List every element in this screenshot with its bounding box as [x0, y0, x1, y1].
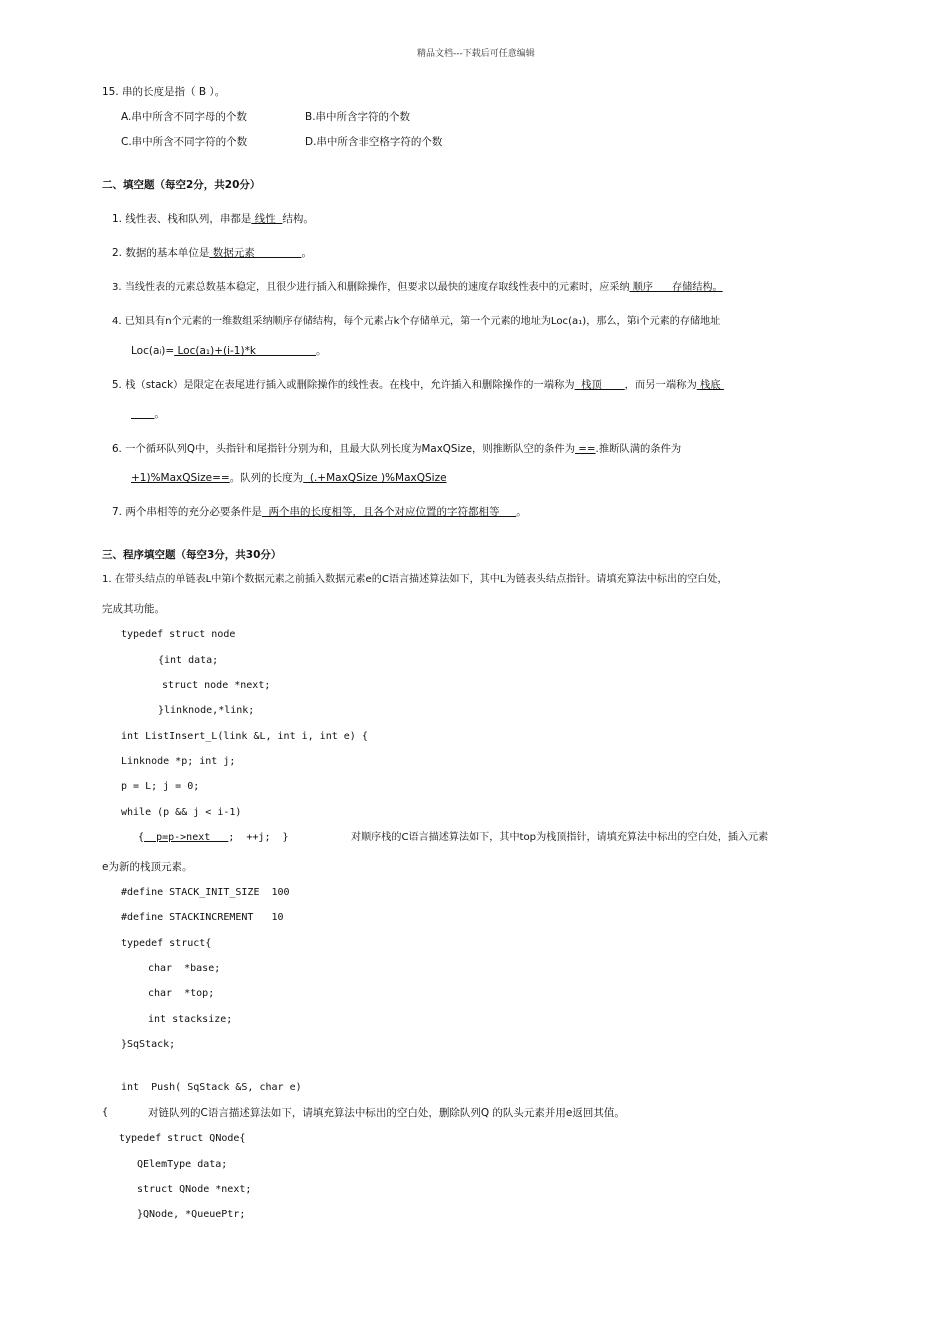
fill-q4-formula: Loc(aᵢ)=	[131, 345, 175, 357]
code-line: char *top;	[148, 988, 215, 999]
q15-stem: 15. 串的长度是指（ B ）。	[102, 86, 226, 98]
fill-q6-mid: .推断队满的条件为	[595, 443, 682, 455]
page-header: 精品文档---下载后可任意编辑	[417, 49, 535, 59]
fill-q1	[112, 212, 314, 226]
fill-q6-answer-length: (.+MaxQSize )%MaxQSize	[303, 472, 447, 484]
fill-q5-answer-top: 栈顶	[574, 379, 625, 391]
prog-heading: 三、程序填空题（每空3分，共30分）	[102, 549, 282, 561]
fill-heading: 二、填空题（每空2分，共20分）	[102, 179, 261, 191]
prog-q2-text: 对顺序栈的C语言描述算法如下，其中top为栈顶指针，请填充算法中标出的空白处，插入元素	[351, 832, 769, 843]
fill-q4-post: 。	[316, 345, 327, 357]
code-line: typedef struct QNode{	[119, 1133, 246, 1144]
code-line: }SqStack;	[121, 1039, 176, 1050]
fill-q1-text: 1. 线性表、栈和队列，串都是	[112, 213, 252, 225]
fill-q4-answer: Loc(a₁)+(i-1)*k	[174, 345, 316, 357]
prog-q1-line2: 完成其功能。	[102, 603, 165, 615]
blank-answer: p=p->next	[144, 832, 229, 843]
code-line: }linknode,*link;	[158, 705, 255, 716]
code-line: struct node *next;	[162, 680, 271, 691]
code-line: p = L; j = 0;	[121, 781, 200, 792]
fill-q5-answer-bottom: 栈底	[696, 379, 724, 391]
code-line: #define STACKINCREMENT 10	[121, 912, 284, 923]
fill-q7-answer: 两个串的长度相等，且各个对应位置的字符都相等	[261, 506, 517, 518]
code-line: typedef struct{	[121, 938, 212, 949]
brace-rest: ; ++j; }	[228, 832, 289, 843]
fill-q7	[112, 505, 527, 519]
fill-q3-answer: 顺序 存储结构。	[629, 282, 723, 293]
code-line: QElemType data;	[137, 1159, 228, 1170]
fill-q7-text: 7. 两个串相等的充分必要条件是	[112, 506, 262, 518]
fill-q4-line1: 4. 已知具有n个元素的一维数组采纳顺序存储结构，每个元素占k个存储单元，第一个元素的地址为Loc(a₁)，那么，第i个元素的存储地址	[112, 316, 721, 327]
code-line: int Push( SqStack &S, char e)	[121, 1082, 302, 1093]
code-line: {int data;	[158, 655, 219, 666]
brace-open: {	[138, 832, 145, 843]
fill-q5-blank	[131, 408, 154, 420]
prog-q1-line1: 1. 在带头结点的单链表L中第i个数据元素之前插入数据元素e的C语言描述算法如下，其中L为链表头结点指针。请填充算法中标出的空白处，	[102, 574, 728, 585]
code-line: Linknode *p; int j;	[121, 756, 236, 767]
fill-q6-mid2: 。队列的长度为	[229, 472, 304, 484]
q15-option-c: C.串中所含不同字符的个数	[121, 136, 248, 148]
fill-q4-line2	[131, 344, 327, 358]
code-line: typedef struct node	[121, 629, 236, 640]
fill-q6-line1	[112, 442, 681, 456]
fill-q6-answer-full: +1)%MaxQSize==	[131, 472, 230, 484]
fill-q6-line2	[131, 471, 447, 485]
fill-q5-post: 。	[154, 408, 165, 420]
fill-q2-answer: 数据元素	[209, 247, 302, 259]
q15-option-d: D.串中所含非空格字符的个数	[305, 136, 443, 148]
fill-q3	[112, 281, 723, 295]
fill-q2	[112, 246, 312, 260]
code-line: struct QNode *next;	[137, 1184, 252, 1195]
fill-q5-line2	[131, 407, 165, 421]
code-line: #define STACK_INIT_SIZE 100	[121, 887, 290, 898]
q15-option-b: B.串中所含字符的个数	[305, 111, 411, 123]
fill-q3-text: 3. 当线性表的元素总数基本稳定，且很少进行插入和删除操作，但要求以最快的速度存取线性表中的元素时，应采纳	[112, 282, 630, 293]
prog-q3-text: 对链队列的C语言描述算法如下，请填充算法中标出的空白处，删除队列Q 的队头元素并用e返回其值。	[148, 1107, 625, 1119]
code-line: while (p && j < i-1)	[121, 807, 242, 818]
code-blank-line	[138, 831, 289, 845]
fill-q1-post: 结构。	[282, 213, 314, 225]
fill-q2-text: 2. 数据的基本单位是	[112, 247, 210, 259]
fill-q7-post: 。	[516, 506, 527, 518]
q3-brace: {	[102, 1107, 109, 1118]
code-line: char *base;	[148, 963, 221, 974]
fill-q5-mid: ，而另一端称为	[624, 379, 697, 391]
prog-q2-line2: e为新的栈顶元素。	[102, 861, 193, 873]
fill-q5-line1	[112, 378, 724, 392]
fill-q2-post: 。	[301, 247, 312, 259]
code-line: int stacksize;	[148, 1014, 233, 1025]
fill-q6-answer-empty: ==	[575, 443, 596, 455]
fill-q5-text: 5. 栈（stack）是限定在表尾进行插入或删除操作的线性表。在栈中，允许插入和删除操作的一端称为	[112, 379, 575, 391]
fill-q6-text: 6. 一个循环队列Q中，头指针和尾指针分别为和，且最大队列长度为MaxQSize，则推断队空的条件为	[112, 443, 576, 455]
q15-option-a: A.串中所含不同字母的个数	[121, 111, 247, 123]
code-line: }QNode, *QueuePtr;	[137, 1209, 246, 1220]
code-line: int ListInsert_L(link &L, int i, int e) {	[121, 731, 368, 742]
fill-q1-answer: 线性	[251, 213, 283, 225]
